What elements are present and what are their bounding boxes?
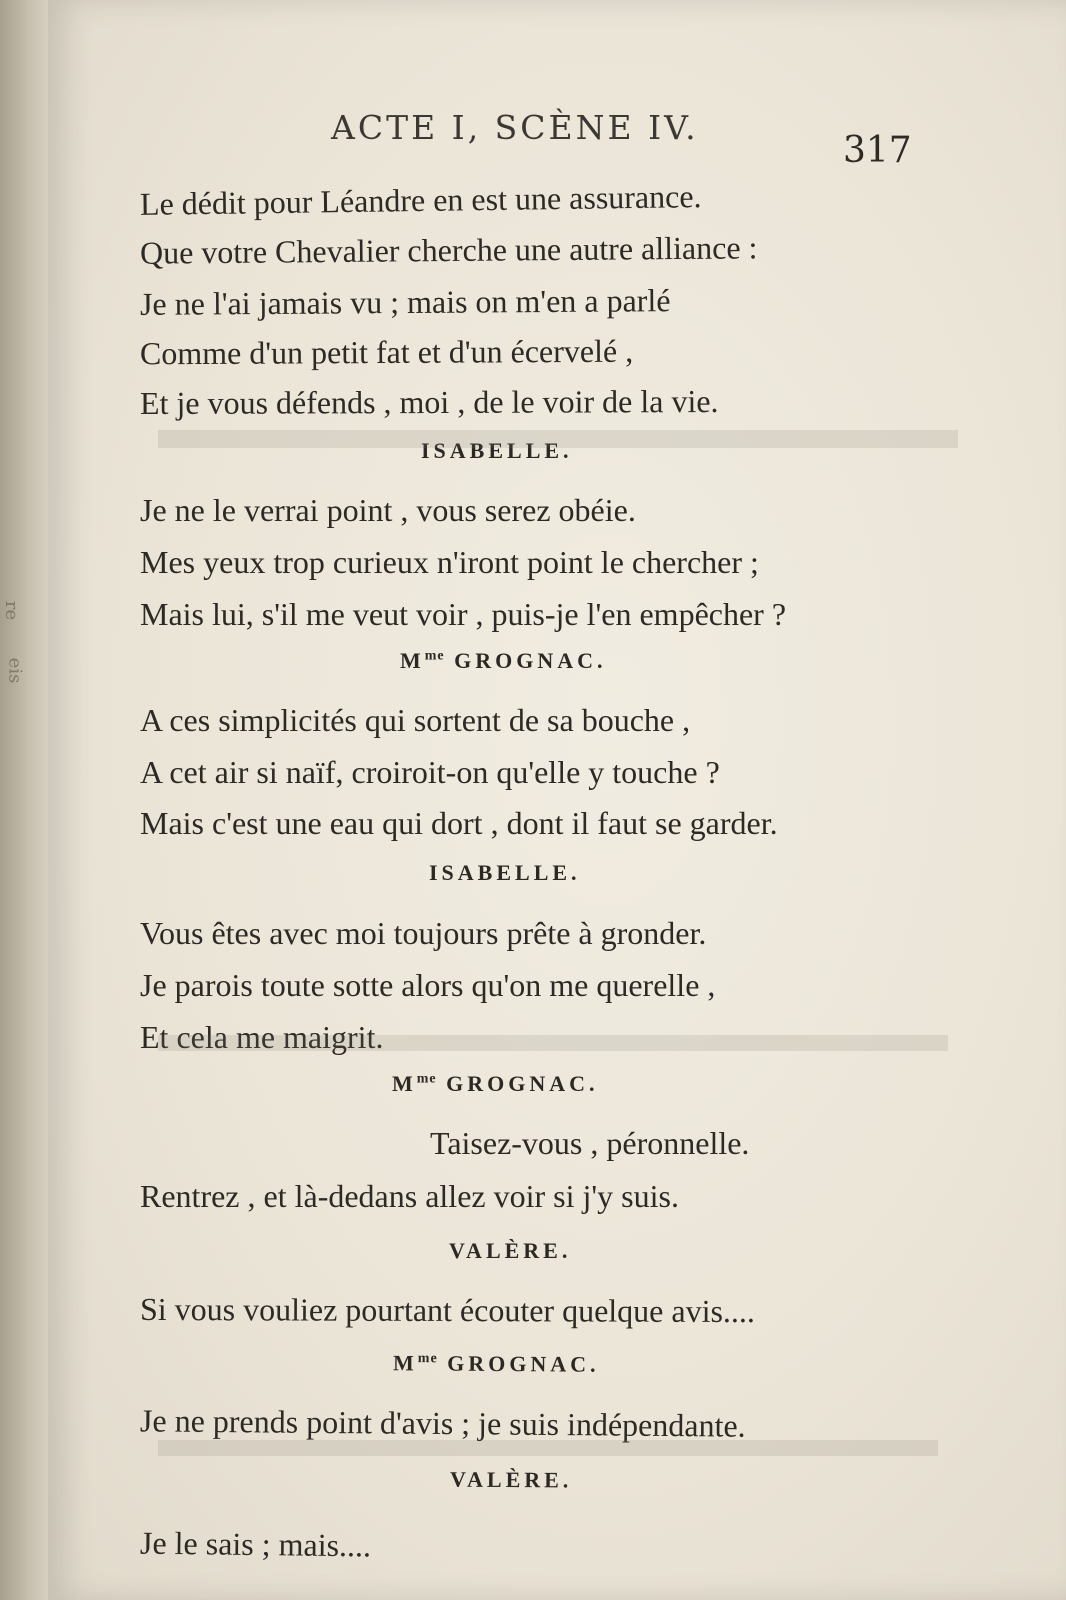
speaker-name: $M^{me}$ GROGNAC. bbox=[400, 648, 607, 673]
page-text bbox=[48, 0, 1066, 1600]
verse-line: Je ne le verrai point , vous serez obéie. bbox=[140, 492, 636, 528]
speaker-name: ISABELLE. bbox=[429, 860, 581, 885]
bleed-through bbox=[158, 1440, 938, 1456]
left-page-edge bbox=[0, 0, 48, 1600]
left-page-fragment: re bbox=[1, 600, 23, 621]
verse-line: A ces simplicités qui sortent de sa bouche , bbox=[140, 702, 691, 738]
speaker-name: $M^{me}$ GROGNAC. bbox=[392, 1350, 600, 1377]
page-number: 317 bbox=[843, 130, 912, 171]
verse-line: Et je vous défends , moi , de le voir de la vie. bbox=[139, 382, 719, 422]
verse-line: Je ne l'ai jamais vu ; mais on m'en a parlé bbox=[139, 282, 671, 322]
book-page bbox=[48, 0, 1066, 1600]
speaker-name: VALÈRE. bbox=[449, 1466, 573, 1493]
verse-line: A cet air si naïf, croiroit-on qu'elle y touche ? bbox=[140, 754, 720, 790]
left-page-fragment: eis bbox=[4, 657, 26, 684]
verse-line: Taisez-vous , péronnelle. bbox=[430, 1125, 750, 1161]
speaker-name: $M^{me}$ GROGNAC. bbox=[392, 1071, 599, 1096]
verse-line: Vous êtes avec moi toujours prête à gronder. bbox=[140, 915, 707, 951]
bleed-through bbox=[158, 1035, 948, 1051]
verse-line: Que votre Chevalier cherche une autre alliance : bbox=[139, 229, 758, 271]
verse-line: Mais c'est une eau qui dort , dont il faut se garder. bbox=[140, 805, 778, 841]
speaker-name: VALÈRE. bbox=[449, 1238, 572, 1263]
speaker-name: ISABELLE. bbox=[421, 438, 573, 463]
verse-line: Rentrez , et là-dedans allez voir si j'y suis. bbox=[140, 1178, 679, 1214]
verse-line: Le dédit pour Léandre en est une assurance. bbox=[139, 178, 702, 222]
verse-line: Mes yeux trop curieux n'iront point le chercher ; bbox=[140, 544, 759, 580]
verse-line: Et cela me maigrit. bbox=[140, 1019, 384, 1055]
verse-line: Je parois toute sotte alors qu'on me querelle , bbox=[140, 967, 716, 1003]
running-title: ACTE I, SCÈNE IV. bbox=[331, 108, 699, 147]
verse-line: Si vous vouliez pourtant écouter quelque avis.... bbox=[139, 1290, 756, 1330]
verse-line: Je ne prends point d'avis ; je suis indépendante. bbox=[139, 1402, 746, 1444]
verse-line: Mais lui, s'il me veut voir , puis-je l'en empêcher ? bbox=[140, 596, 787, 632]
bleed-through bbox=[158, 430, 958, 448]
verse-line: Comme d'un petit fat et d'un écervelé , bbox=[139, 332, 634, 372]
verse-line: Je le sais ; mais.... bbox=[139, 1524, 372, 1564]
